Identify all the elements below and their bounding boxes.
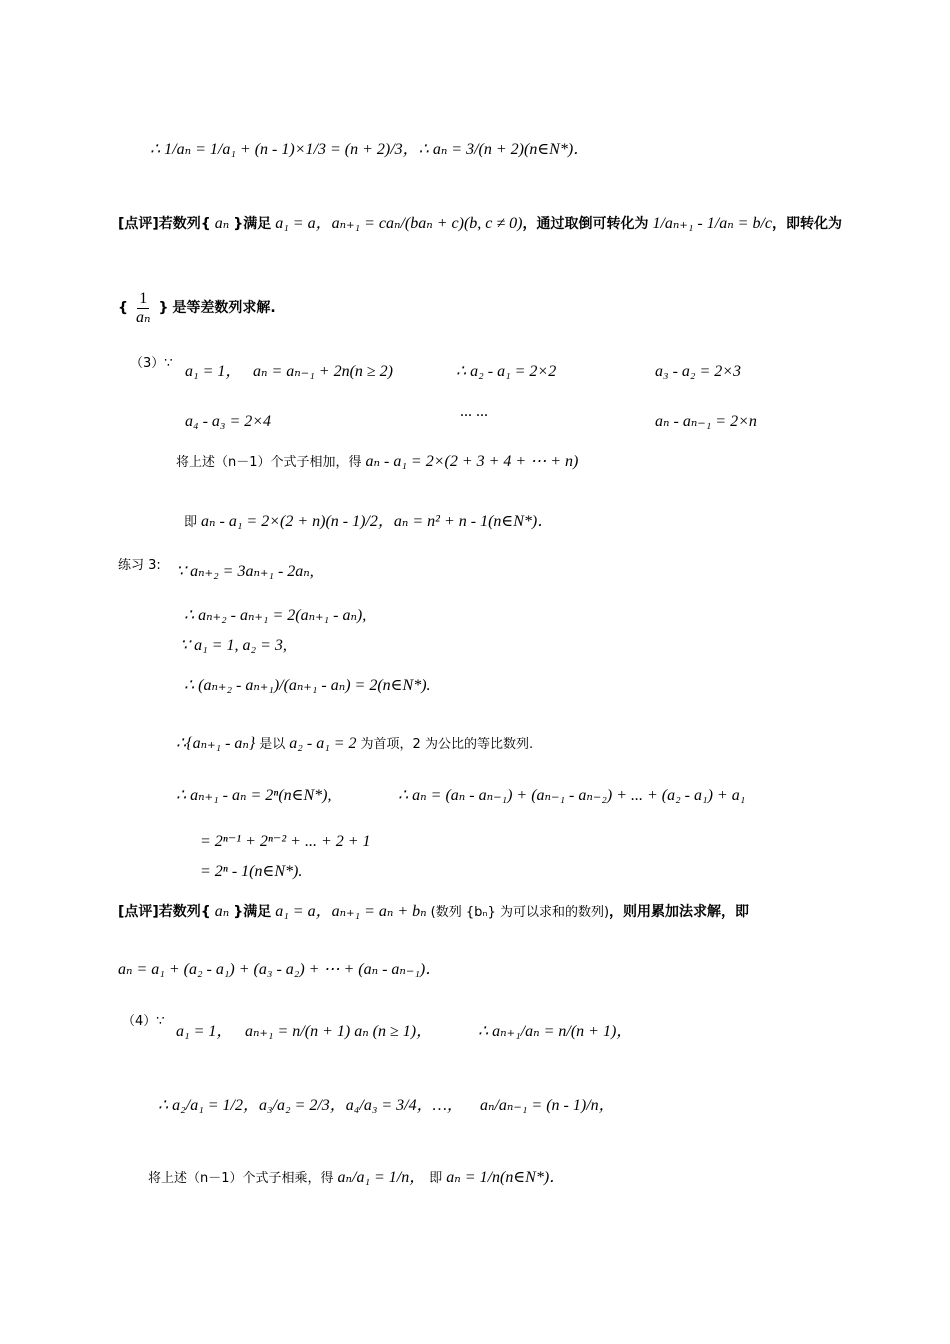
exercise-3-step1: ∵ aₙ₊₂ = 3aₙ₊₁ - 2aₙ, [176, 563, 314, 580]
part-3-result-line [184, 512, 553, 533]
exercise-3-label: 练习 3: [118, 558, 161, 573]
remark-1-line2 [118, 290, 276, 327]
remark-2-paren: (数列 {bₙ} 为可以求和的数列) [430, 905, 610, 920]
line-1 [150, 140, 589, 160]
part-4-product-text: 将上述（n－1）个式子相乘，得 [148, 1171, 334, 1186]
part-3-a3-a2: a₃ - a₂ = 2×3 [655, 363, 742, 380]
part-3-a2-a1: ∴ a₂ - a₁ = 2×2 [456, 363, 557, 380]
remark-1-an: aₙ [210, 215, 234, 232]
exercise-3-step5-text1: 是以 [259, 737, 286, 752]
part-3-recurrence: aₙ = aₙ₋₁ + 2n(n ≥ 2) [253, 363, 394, 380]
part-4-product-formula: aₙ/a₁ = 1/n， [337, 1169, 426, 1186]
remark-1-formula: 1/aₙ₊₁ - 1/aₙ = b/c [652, 215, 773, 232]
math-line-1: ∴ 1/aₙ = 1/a₁ + (n - 1)×1/3 = (n + 2)/3，∴ aₙ = 3/(n + 2)(n∈N*)． [150, 141, 590, 158]
remark-2-condition: a₁ = a，aₙ₊₁ = aₙ + bₙ [275, 903, 427, 920]
exercise-3-step2: ∴ aₙ₊₂ - aₙ₊₁ = 2(aₙ₊₁ - aₙ), [184, 607, 367, 624]
remark-1-text1: ，通过取倒可转化为 [522, 216, 649, 232]
remark-2-text: ，则用累加法求解，即 [609, 904, 750, 920]
part-4-recurrence: aₙ₊₁ = n/(n + 1) aₙ (n ≥ 1)， [245, 1023, 433, 1040]
exercise-3-step6b: ∴ aₙ = (aₙ - aₙ₋₁) + (aₙ₋₁ - aₙ₋₂) + ... + (a₂ - a₁) + a₁ [398, 787, 746, 804]
remark-1-prefix: [点评]若数列{ [118, 216, 211, 232]
exercise-3-step3: ∵ a₁ = 1, a₂ = 3, [180, 637, 287, 654]
part-3-label: （3）∵ [130, 356, 173, 371]
exercise-3-step6a: ∴ aₙ₊₁ - aₙ = 2ⁿ(n∈N*), [176, 787, 332, 804]
part-4-label: （4）∵ [122, 1014, 165, 1029]
exercise-3-step4: ∴ (aₙ₊₂ - aₙ₊₁)/(aₙ₊₁ - aₙ) = 2(n∈N*). [184, 677, 431, 694]
remark-2-an: aₙ [210, 903, 234, 920]
part-4-ratio-n: aₙ/aₙ₋₁ = (n - 1)/n， [480, 1097, 615, 1114]
part-3-an-an1: aₙ - aₙ₋₁ = 2×n [655, 413, 757, 430]
part-3-a1: a₁ = 1， [185, 363, 242, 380]
part-3-ellipsis: ... ... [460, 403, 488, 420]
remark-2-prefix: [点评]若数列{ [118, 904, 211, 920]
remark-1-close-brace: } [158, 300, 169, 317]
remark-1 [118, 214, 842, 234]
part-4-product-line [148, 1168, 565, 1189]
part-3-result-text: 即 [184, 515, 198, 530]
exercise-3-step8: = 2ⁿ - 1(n∈N*). [200, 863, 303, 880]
remark-2 [118, 902, 749, 923]
remark-2-mid: }满足 [233, 904, 272, 920]
remark-1-condition: a₁ = a，aₙ₊₁ = caₙ/(baₙ + c)(b, c ≠ 0) [275, 215, 523, 232]
part-4-product-text2: 即 [429, 1171, 443, 1186]
reciprocal-an-fraction: $\frac{1}{\text{aₙ}}$ [135, 290, 151, 326]
remark-1-line2-text: 是等差数列求解. [172, 300, 276, 317]
exercise-3-first-term: a₂ - a₁ = 2 [289, 735, 357, 752]
part-4-a1: a₁ = 1， [176, 1023, 233, 1040]
remark-1-mid: }满足 [233, 216, 272, 232]
exercise-3-step7: = 2ⁿ⁻¹ + 2ⁿ⁻² + ... + 2 + 1 [200, 833, 371, 850]
part-4-ratios: ∴ a₂/a₁ = 1/2，a₃/a₂ = 2/3，a₄/a₃ = 3/4，…， [158, 1097, 463, 1114]
exercise-3-diff-seq: ∴{aₙ₊₁ - aₙ} [176, 735, 256, 752]
part-3-result-formula: aₙ - a₁ = 2×(2 + n)(n - 1)/2，aₙ = n² + n - 1(n∈N*)． [201, 513, 554, 530]
exercise-3-step5 [176, 734, 533, 755]
part-4-ratio: ∴ aₙ₊₁/aₙ = n/(n + 1)， [478, 1023, 633, 1040]
part-3-sum-line [176, 452, 578, 473]
part-3-sum-text: 将上述（n－1）个式子相加，得 [176, 455, 362, 470]
part-3-sum-formula: aₙ - a₁ = 2×(2 + 3 + 4 + ⋯ + n) [365, 453, 579, 470]
exercise-3-step5-text2: 为首项，2 为公比的等比数列. [360, 737, 534, 752]
part-3-a4-a3: a₄ - a₃ = 2×4 [185, 413, 272, 430]
remark-1-text2: ，即转化为 [772, 216, 843, 232]
remark-2-line2: aₙ = a₁ + (a₂ - a₁) + (a₃ - a₂) + ⋯ + (aₙ - aₙ₋₁)． [118, 961, 442, 978]
remark-1-open-brace: { [118, 300, 128, 317]
part-4-result-formula: aₙ = 1/n(n∈N*)． [446, 1169, 566, 1186]
